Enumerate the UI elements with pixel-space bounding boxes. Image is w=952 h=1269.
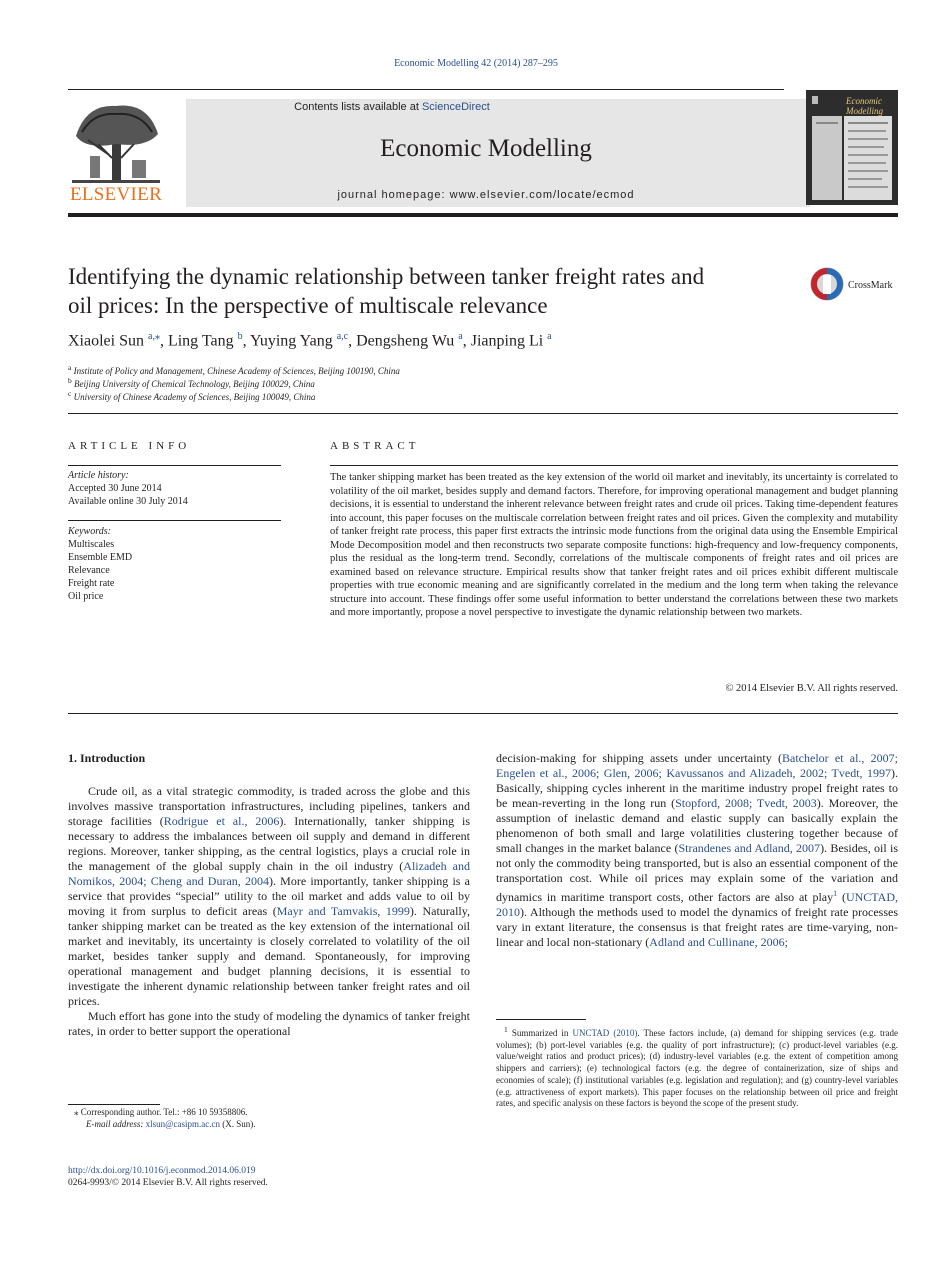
footnote-mark: ⁎ (74, 1107, 79, 1117)
abstract-rule (330, 465, 898, 466)
text-run: . These factors include, (a) demand for shipping services (e.g. trade volumes); (b) port-level variables (e.g. the quality of port infrastructure); (c) product-level variables (e.g. value/weight ratios and product prices); (d) industry-level variables (e.g. the extent of competition among shippers and carriers); (e) technological factors (e.g. the degree of containerization, size of ships and economies of scale); (f) institutional variables (e.g. legislation and regulation); and (g) country-level variables (e.g. attractiveness of export markets). This paper focuses on the relationship between oil price and freight rates, and specific analysis on these factors is beyond the scope of the present study. (496, 1028, 898, 1109)
paragraph (68, 784, 470, 1009)
journal-cover-thumbnail[interactable] (806, 90, 898, 205)
text-run: Summarized in (511, 1028, 573, 1038)
author-affiliation-mark[interactable]: a,⁎ (148, 331, 160, 342)
contents-line (186, 101, 598, 113)
email-suffix: (X. Sun). (219, 1119, 256, 1129)
affiliation-c (68, 389, 315, 402)
footnote-text (496, 1028, 898, 1108)
citation-link[interactable]: Rodrigue et al., 2006 (163, 814, 280, 828)
journal-reference[interactable]: Economic Modelling 42 (2014) 287–295 (394, 58, 558, 69)
affiliation-mark: b (68, 376, 72, 385)
history-label: Article history: (68, 470, 129, 481)
author-affiliation-mark[interactable]: a (458, 331, 463, 342)
text-run: Much effort has gone into the study of modeling the dynamics of tanker freight rates, in order to better support the operational (68, 1009, 470, 1038)
issn-line: 0264-9993/© 2014 Elsevier B.V. All rights reserved. (68, 1178, 268, 1188)
keywords-rule (68, 520, 281, 521)
text-run: decision-making for shipping assets under uncertainty ( (496, 751, 782, 765)
author-name: Dengsheng Wu (356, 332, 455, 350)
sciencedirect-link[interactable]: ScienceDirect (421, 101, 490, 113)
text-run: ). More importantly, tanker shipping is a service that provides “special” utility to the oil market and adds value to oil by moving it from surplus to deficit areas ( (68, 874, 470, 918)
title-line-1: Identifying the dynamic relationship between tanker freight rates and (68, 264, 705, 289)
elsevier-wordmark: ELSEVIER (69, 184, 163, 205)
text-run: ). Internationally, tanker shipping is necessary to address the imbalances between oil supply and demand in different regions. Moreover, tanker shipping, as the central logistics, plays a crucial role in the management of the global supply chain in the oil industry ( (68, 814, 471, 873)
citation-link[interactable]: Mayr and Tamvakis, 1999 (276, 904, 410, 918)
text-run: ). Moreover, the assumption of inelastic demand and elastic supply can basically explain the phenomenon of both small and large volatilities clustering together because of small changes in the market balance ( (496, 796, 898, 855)
citation-link[interactable]: Alizadeh and Nomikos, 2004; Cheng and Duran, 2004 (68, 859, 470, 888)
author-name: Ling Tang (167, 332, 234, 350)
citation-link[interactable]: Adland and Cullinane, 2006; (649, 935, 788, 949)
citation-link[interactable]: Stopford, 2008; Tvedt, 2003 (675, 796, 817, 810)
keyword[interactable]: Ensemble EMD (68, 552, 133, 563)
affiliation-rule (68, 413, 898, 414)
footnote-ref[interactable]: 1 (833, 889, 838, 898)
body-column-right (496, 751, 898, 950)
author-affiliation-mark[interactable]: a (547, 331, 552, 342)
abstract-text: The tanker shipping market has been treated as the key extension of the world oil market and inevitably, its uncertainty is correlated to volatility of the oil market, besides supply and demand factors. Therefore, for improving operational management and budget planning decisions, it is essential to understand the inherent relevance between freight rates and crude oil prices. Taking time-dependent features into account, this paper focuses on the multiscale correlation between freight rates and oil prices. Given the complexity and mutability of tanker freight rate process, this paper first extracts the intrinsic mode functions from the original data using the Ensemble Empirical Mode Decomposition model and then reconstructs two separate composite functions: high-frequency and low-frequency components, plus the residual as the long-term trend. Secondly, correlations of the multiscale components of freight rates and oil prices are examined based on relevance structure. Empirical results show that tanker freight rates and oil prices exhibit different multiscale properties with true economic meaning and are significantly correlated in the medium and the long term when taking the relevance structure into account. These findings offer some useful information to better understand the correlations between these two markets and more importantly, propose a novel perspective to investigate the dynamic relationship between two markets. (330, 472, 898, 618)
affiliation-a (68, 363, 400, 376)
elsevier-logo[interactable] (68, 96, 164, 206)
author-affiliation-mark[interactable]: a,c (336, 331, 349, 342)
citation-link[interactable]: UNCTAD (2010) (572, 1028, 638, 1038)
accepted-date: Accepted 30 June 2014 (68, 483, 162, 494)
text-run: ). Besides, oil is not only the commodity being transported, but is also an essential component of the transportation cost. While oil prices may explain some of the variation and dynamics in maritime transport costs, other factors are also at play (496, 841, 898, 904)
crossmark-badge[interactable] (810, 267, 902, 303)
abstract-bottom-rule (68, 713, 898, 714)
cover-title: Economic Modelling (846, 96, 883, 116)
text-run: ). Naturally, tanker shipping market can be treated as the key extension of the international oil market and inevitably, its uncertainty is closely correlated to volatility of the oil market, besides tanker supply and demand. Spontaneously, for improving operational management and budget planning decisions, it is essential to investigate the inherent dynamic relationship between tanker freight rates and oil prices. (68, 904, 470, 1008)
article-info-heading: ARTICLE INFO (68, 440, 191, 452)
email-label: E-mail address: (86, 1119, 146, 1129)
affiliation-mark: c (68, 389, 72, 398)
copyright-notice: © 2014 Elsevier B.V. All rights reserved. (725, 683, 898, 694)
citation-link[interactable]: Strandenes and Adland, 2007 (678, 841, 821, 855)
keyword[interactable]: Multiscales (68, 539, 115, 550)
footnote-mark: 1 (504, 1025, 508, 1034)
author-name: Yuying Yang (250, 332, 333, 350)
affiliation-mark: a (68, 363, 72, 372)
doi-block (68, 1165, 268, 1189)
text-run: ). Although the methods used to model the dynamics of freight rate processes vary in extant literature, the consensus is that freight rates are time-varying, non-linear and local non-stationary ( (496, 905, 898, 949)
footnote-rule (68, 1104, 160, 1105)
article-info-rule (68, 465, 281, 466)
online-date: Available online 30 July 2014 (68, 496, 188, 507)
corresponding-author-footnote (68, 1106, 470, 1130)
footnote-1 (496, 1024, 898, 1110)
paragraph (68, 1009, 470, 1039)
keywords-label: Keywords: (68, 526, 111, 537)
affiliation-b (68, 376, 315, 389)
journal-name: Economic Modelling (380, 135, 592, 162)
citation-link[interactable]: UNCTAD, 2010 (496, 890, 899, 919)
doi-link[interactable]: http://dx.doi.org/10.1016/j.econmod.2014.06.019 (68, 1166, 256, 1176)
body-column-left (68, 784, 470, 1039)
text-run: ). Basically, shipping cycles inherent in the maritime industry propel freight rates to be mean-reverting in the long run ( (496, 766, 898, 810)
author-list: Xiaolei Sun $^{a,⁎}$, Ling Tang $^b$, Yuying Yang $^{a,c}$, Dengsheng Wu $^a$, Jianping Li $^a$ (68, 331, 552, 350)
masthead-top-rule (68, 89, 784, 90)
text-run: Crude oil, as a vital strategic commodity, is traded across the globe and this involves massive transportation infrastructures, including pipelines, tankers and storage facilities ( (68, 784, 470, 828)
author-affiliation-mark[interactable]: b (237, 331, 243, 342)
introduction-heading: 1. Introduction (68, 751, 146, 765)
article-title (68, 262, 788, 320)
abstract-heading: ABSTRACT (330, 440, 420, 452)
masthead-bottom-rule (68, 213, 898, 217)
email-link[interactable]: xlsun@casipm.ac.cn (145, 1119, 220, 1129)
footnote-rule (496, 1019, 586, 1020)
crossmark-icon (810, 267, 844, 301)
author-name: Xiaolei Sun (68, 332, 144, 350)
crossmark-label: CrossMark (848, 280, 893, 291)
tree-logo-icon (68, 96, 164, 184)
journal-homepage[interactable]: journal homepage: www.elsevier.com/locate/ecmod (337, 189, 635, 201)
author-name: Jianping Li (470, 332, 544, 350)
citation-link[interactable]: Batchelor et al., 2007; Engelen et al., 2006; Glen, 2006; Kavussanos and Alizadeh, 2002; Tvedt, 1997 (496, 751, 898, 780)
keyword[interactable]: Relevance (68, 565, 110, 576)
contents-prefix: Contents lists available at (294, 101, 422, 113)
keyword[interactable]: Freight rate (68, 578, 115, 589)
title-line-2: oil prices: In the perspective of multiscale relevance (68, 293, 548, 318)
text-run: ( (837, 890, 846, 904)
paragraph (496, 751, 898, 950)
affiliation-text: Institute of Policy and Management, Chinese Academy of Sciences, Beijing 100190, China (73, 366, 400, 376)
affiliation-text: Beijing University of Chemical Technology, Beijing 100029, China (74, 379, 315, 389)
corresponding-text: Corresponding author. Tel.: +86 10 59358806. (80, 1107, 248, 1117)
keyword[interactable]: Oil price (68, 591, 104, 602)
affiliation-text: University of Chinese Academy of Sciences, Beijing 100049, China (73, 392, 316, 402)
